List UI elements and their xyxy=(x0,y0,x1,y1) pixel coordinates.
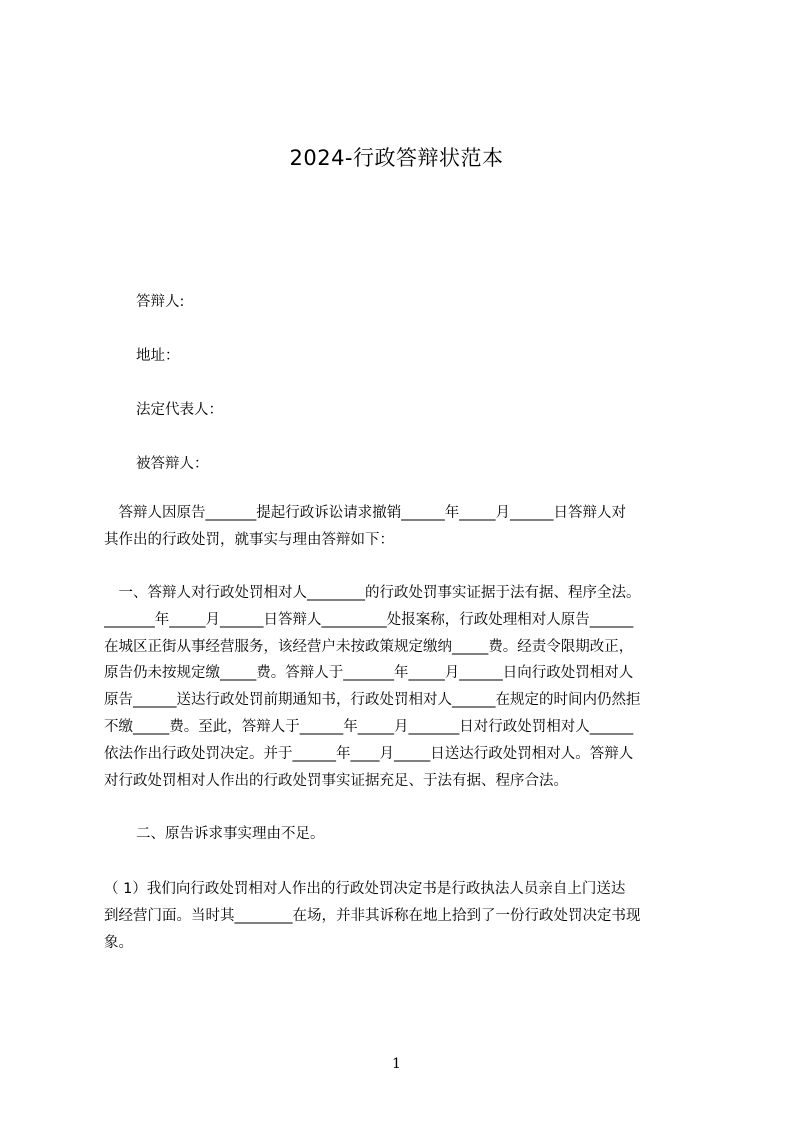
section-one-paragraph xyxy=(104,580,714,794)
address-label: 地址： xyxy=(136,348,180,364)
intro-paragraph xyxy=(104,500,714,554)
legal-representative-label: 法定代表人： xyxy=(136,402,223,418)
paragraph-line: （ 1）我们向行政处罚相对人作出的行政处罚决定书是行政执法人员亲自上门送达 xyxy=(104,881,626,897)
document-title: 2024-行政答辩状范本 xyxy=(289,146,504,170)
paragraph-line: 不缴_____费。至此，答辩人于______年_____月_______日对行政处罚相对人______ xyxy=(104,718,634,735)
paragraph-line: 答辩人因原告_______提起行政诉讼请求撤销______年_____月______日答辩人对 xyxy=(104,505,626,521)
paragraph-line: 依法作出行政处罚决定。并于______年____月_____日送达行政处罚相对人。答辩人 xyxy=(104,745,634,762)
subsection-one-paragraph xyxy=(104,876,714,956)
paragraph-line: 到经营门面。当时其________在场，并非其诉称在地上拾到了一份行政处罚决定书现 xyxy=(104,907,641,924)
paragraph-line: 对行政处罚相对人作出的行政处罚事实证据充足、于法有据、程序合法。 xyxy=(104,772,568,789)
answered-party-label: 被答辩人： xyxy=(136,456,209,472)
paragraph-line: 原告仍未按规定缴_____费。答辩人于_______年_____月______日向行政处罚相对人 xyxy=(104,665,634,682)
paragraph-line: 在城区正街从事经营服务，该经营户未按政策规定缴纳_____费。经责令限期改正， xyxy=(104,638,634,655)
paragraph-line: 象。 xyxy=(104,934,133,951)
respondent-label: 答辩人: xyxy=(136,294,185,310)
page-number: 1 xyxy=(392,1056,401,1072)
paragraph-line: _______年_____月______日答辩人_________处报案称，行政处理相对人原告______ xyxy=(104,611,634,628)
paragraph-line: 原告______送达行政处罚前期通知书，行政处罚相对人______在规定的时间内仍然拒 xyxy=(104,692,641,709)
section-two-heading: 二、原告诉求事实理由不足。 xyxy=(136,826,325,842)
paragraph-line: 其作出的行政处罚，就事实与理由答辩如下： xyxy=(104,531,394,548)
paragraph-line: 一、答辩人对行政处罚相对人________的行政处罚事实证据于法有据、程序全法。 xyxy=(104,585,641,601)
